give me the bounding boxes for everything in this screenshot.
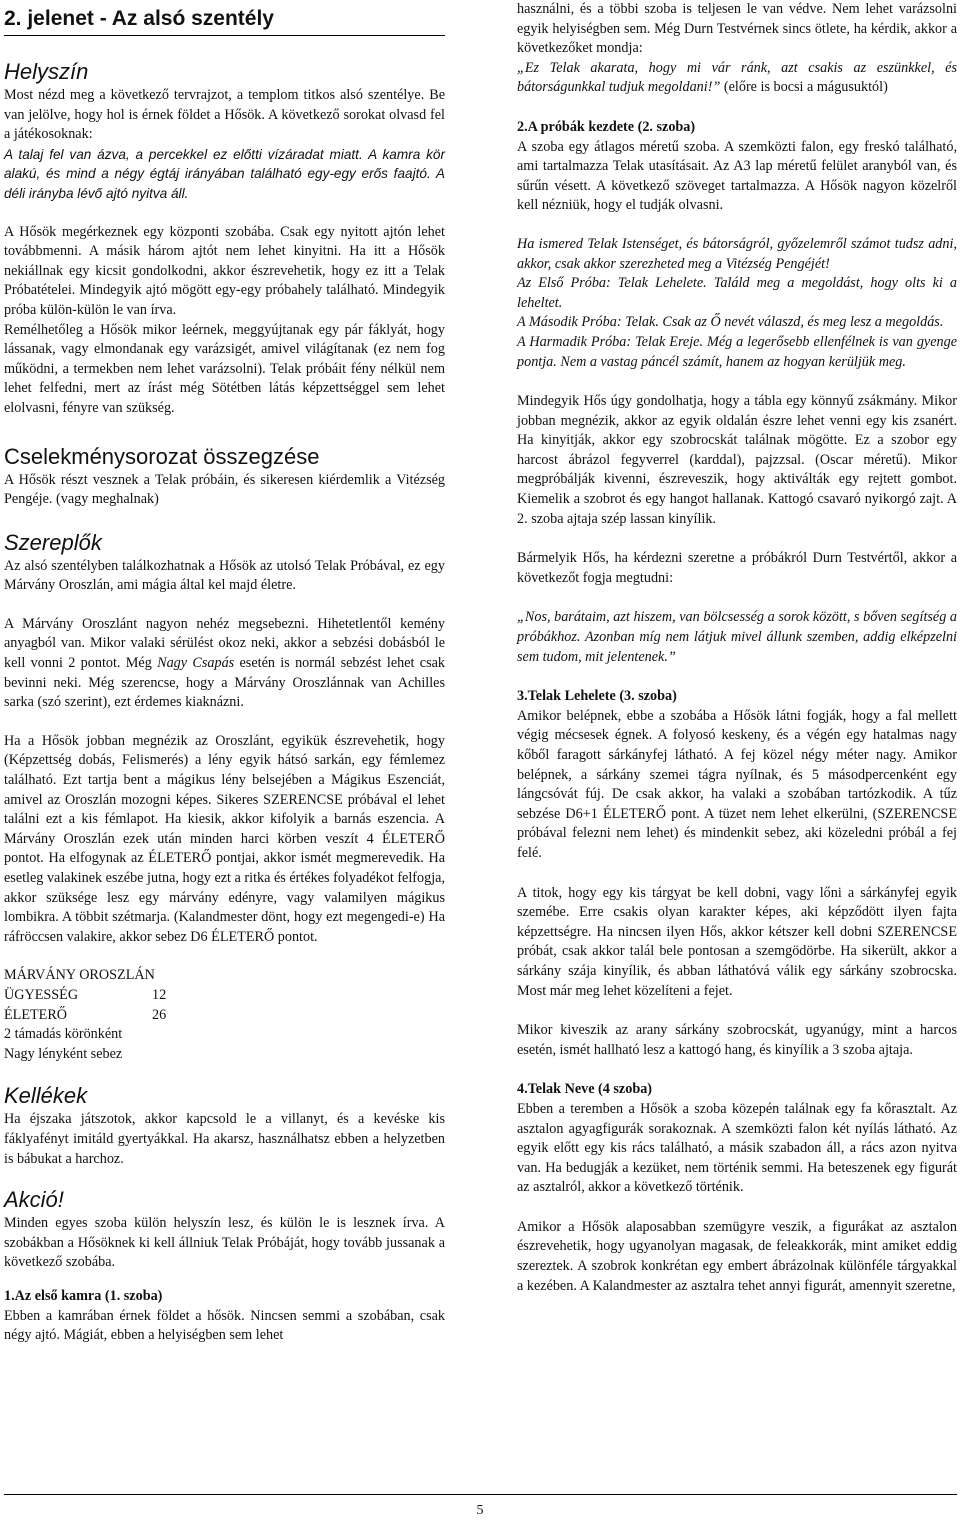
stat-value: 12 [152, 986, 167, 1003]
durn-quote-text: „Ez Telak akarata, hogy mi vár ránk, azt csakis az eszünkkel, és bátorságunkkal tudjuk megoldani!” [517, 59, 957, 96]
stat-name: MÁRVÁNY OROSZLÁN [4, 967, 155, 984]
kellekek-paragraph: Ha éjszaka játszotok, akkor kapcsold le a villanyt, és a kevéske kis fáklyafényt imitáld gyertyákkal. Ha akarsz, használhatsz ebben a helyzetben is bábukat a harchoz. [4, 1111, 445, 1167]
stat-attacks: 2 támadás körönként [4, 1026, 123, 1043]
stat-block [4, 966, 445, 1064]
szereplok-paragraph-2 [4, 615, 445, 713]
szereplok-p2-c: esetén is normál sebzést lehet csak bevinni neki. Még szerencse, hogy a Márvány Oroszlánnak van Achilles sarka (szó szerint), ezt érdemes kiaknázni. [4, 655, 445, 711]
akcio-paragraph: Minden egyes szoba külön helyszín lesz, és külön le is lesznek írva. A szobákban a Hősöknek ki kell állniuk Telak Próbáját, hogy tovább jussanak a következő szobába. [4, 1215, 445, 1271]
stat-label: ÜGYESSÉG [4, 986, 79, 1003]
szereplok-paragraph-1: Az alsó szentélyben találkozhatnak a Hősök az utolsó Telak Próbával, ez egy Márvány Oroszlán, ami mágia által kel majd életre. [4, 557, 445, 594]
right-paragraph-1: használni, és a többi szoba is teljesen le van védve. Nem lehet varázsolni egyik helyiségben sem. Még Durn Testvérnek sincs ötlete, ha kérdik, akkor a következőket mondja: [517, 1, 957, 57]
heading-kellekek: Kellékek [4, 1083, 88, 1109]
fresco-text-1: Ha ismered Telak Istenséget, és bátorságról, győzelemről számot tudsz adni, akkor, csak akkor szerezheted meg a Vitézség Pengéjét! [517, 235, 957, 272]
heading-cselekmeny: Cselekménysorozat összegzése [4, 443, 320, 469]
scene-title: 2. jelenet - Az alsó szentély [4, 6, 445, 36]
room-4-title: 4.Telak Neve (4 szoba) [517, 1081, 653, 1098]
page-number: 5 [476, 1503, 484, 1518]
read-aloud-text: A talaj fel van ázva, a percekkel ez előtti vízáradat miatt. A kamra kör alakú, és mind a négy égtáj irányában található egy-egy erős faajtó. A déli irányba lévő ajtó nyitva áll. [4, 146, 445, 201]
helyszin-paragraph-2: A Hősök megérkeznek egy központi szobába. Csak egy nyitott ajtón lehet továbbmenni. A másik három ajtót nem lehet kinyitni. Ha itt a Hősök nekiállnak egy kicsit gondolkodni, akkor észrevehetik, hogy ez itt a Telak Próbatételei. Mindegyik ajtó mögött egy-egy próbahely található. Mindegyik próba külön-külön le van írva. [4, 223, 445, 318]
room-2-paragraph: A szoba egy átlagos méretű szoba. A szemközti falon, egy freskó található, ami tartalmazza Telak utasításait. Az A3 lap méretű felület aranyból van, és sűrűn vésett. A következő szöveget tartalmazza. A Hősök nagyon közelről kell nézniük, hogy el tudják olvasni. [517, 138, 957, 214]
stat-value: 26 [152, 1006, 167, 1023]
room-1-title: 1.Az első kamra (1. szoba) [4, 1287, 163, 1304]
footer-divider [4, 1494, 957, 1495]
stat-label: ÉLETERŐ [4, 1006, 68, 1023]
right-paragraph-2: Mindegyik Hős úgy gondolhatja, hogy a tábla egy könnyű zsákmány. Mikor jobban megnézik, akkor az egyik oldalán észre lehet venni egy kis zsanért. Ha kinyitják, akkor egy szobrocskát találnak mögötte. Ez a szobor egy harcost ábrázol fegyverrel (karddal), pajzzsal. (Oscar méretű). Mikor megpróbálják kivenni, észreveszik, hogy aktiválták egy rejtett gombot. Kiemelik a szobrot és egy hangot hallanak. Kattogó csavaró nyikorgó zajt. A 2. szoba ajtaja szép lassan kinyílik. [517, 393, 957, 527]
helyszin-paragraph-3: Remélhetőleg a Hősök mikor leérnek, meggyújtanak egy pár fáklyát, hogy lássanak, vagy elmondanak egy varázsigét, amivel világítanak (ez nem fog működni, a termekben nem lehet varázsolni). Telak próbáit fény nélkül nem lehet felfedni, mert az írást még Sötétben látás képzettséggel sem lehet elolvasni, fényre van szükség. [4, 321, 445, 416]
stat-row-eletero [4, 1006, 204, 1026]
fresco-text-3: A Második Próba: Telak. Csak az Ő nevét válaszd, és meg lesz a megoldás. [517, 314, 944, 331]
szereplok-paragraph-3: Ha a Hősök jobban megnézik az Oroszlánt, egyikük észrevehetik, hogy (Képzettség dobás, Felismerés) a lény egyik hátsó sarkán, egy fémlemez található. Ezt tartja bent a mágikus lény belsejében a Mágikus Eszenciát, amivel az Oroszlán mozogni képes. Sikeres SZERENCSE próbával el lehet találni ezt a kis fémlapot. Ha kiesik, akkor kifolyik a barnás eszencia. A Márvány Oroszlán ezek után minden harci körben veszít 4 ÉLETERŐ pontot. Ha elfogynak az ÉLETERŐ pontjai, akkor ismét megmerevedik. Ha esetleg valakinek eszébe jutna, hogy ezt a ritka és értékes folyadékot felfogja, akkor szüksége lesz egy márvány edényre, vagy valamilyen mágikus lombikra. A többit szétmarja. (Kalandmester dönt, hogy ezt megengedi-e) Ha ráfröccsen valakire, akkor sebez D6 ÉLETERŐ pontot. [4, 732, 445, 945]
room-3-paragraph: Amikor belépnek, ebbe a szobába a Hősök látni fogják, hogy a fal mellett végig mécsesek égnek. A folyosó keskeny, és a végén egy hatalmas nagy kőből faragott sárkányfej látható. A fej közel négy méter nagy. Amikor belépnek, a sárkány szemei tágra nyílnak, és 5 másodpercenként egy lángcsóvát fúj. De csak akkor, ha valaki a szobában tartózkodik. A tűz sebzése D6+1 ÉLETERŐ pont. A tüzet nem lehet elkerülni, (SZERENCSE próbával felezni nem lehet) és mindenkit sebez, aki közeledni próbál a fej felé. [517, 707, 957, 861]
stat-row-ugyesseg [4, 986, 204, 1006]
durn-quote-tail: (előre is bocsi a mágusuktól) [720, 79, 888, 96]
heading-szereplok: Szereplők [4, 529, 102, 555]
szereplok-p2-italic: Nagy Csapás [157, 655, 235, 672]
right-paragraph-3: Bármelyik Hős, ha kérdezni szeretne a próbákról Durn Testvértől, akkor a következőt fogja megtudni: [517, 550, 957, 586]
stat-damage: Nagy lényként sebez [4, 1045, 123, 1062]
fresco-text-2: Az Első Próba: Telak Lehelete. Találd meg a megoldást, hogy olts ki a leheltet. [517, 275, 957, 311]
room-4-paragraph: Ebben a teremben a Hősök a szoba közepén találnak egy fa kőrasztalt. Az asztalon agyagfigurák sorakoznak. A szemközti falon két nyílás látható. Az egyik előtt egy kis rács található, a másik szabadon áll, a rács azon nyitva van. Ha bedugják a kezüket, nem történik semmi. Ha beteszenek egy figurát az asztalról, akkor a következő történik. [517, 1100, 957, 1196]
room-2-title: 2.A próbák kezdete (2. szoba) [517, 118, 696, 135]
right-column [517, 0, 957, 1296]
fresco-text-4: A Harmadik Próba: Telak Ereje. Még a legerősebb ellenfélnek is van gyenge pontja. Nem a vastag páncél számít, hanem az hogyan kerüljük meg. [517, 333, 957, 370]
cselekmeny-paragraph: A Hősök részt vesznek a Telak próbáin, és sikeresen kiérdemlik a Vitézség Pengéje. (vagy meghalnak) [4, 471, 445, 508]
right-paragraph-6: Amikor a Hősök alaposabban szemügyre veszik, a figurákat az asztalon észrevehetik, hogy ugyanolyan magasak, de feleakkorák, mint amiket eddig szereztek. A szobrok konkrétan egy embert ábrázolnak különféle tárgyakkal a kezében. A Kalandmester az asztalra tehet annyi figurát, amennyit szeretne, [517, 1218, 957, 1294]
heading-akcio: Akció! [4, 1187, 64, 1213]
durn-quote-2: „Nos, barátaim, azt hiszem, van bölcsesség a sorok között, s bőven segítség a próbákhoz. Azonban míg nem látjuk mivel állunk szemben, addig elképzelni sem tudom, mit jelentenek.” [517, 609, 957, 665]
right-paragraph-4: A titok, hogy egy kis tárgyat be kell dobni, vagy lőni a sárkányfej egyik szemébe. Erre csakis olyan karakter képes, aki képződött ilyen fajta képzettségre. Ha nincsen ilyen Hős, akkor kétszer kell dobni SZERENCSE próbát, csak akkor talál bele pontosan a szemgödörbe. Ha sikerült, akkor a sárkány szája kinyílik, és abban láthatóvá válik egy sárkány szobrocska. Most már meg lehet közelíteni a fejet. [517, 884, 957, 999]
szereplok-p2-a: A Márvány Oroszlánt nagyon nehéz megsebezni. Hihetetlentől kemény anyagból van. Mikor valaki sérülést okoz neki, akkor a sebzési dobásból le kell vonni 2 pontot. Még [4, 615, 445, 672]
room-3-title: 3.Telak Lehelete (3. szoba) [517, 688, 677, 705]
heading-helyszin: Helyszín [4, 59, 89, 84]
left-column [4, 0, 445, 1346]
room-1-paragraph: Ebben a kamrában érnek földet a hősök. Nincsen semmi a szobában, csak négy ajtó. Mágiát, ebben a helyiségben sem lehet [4, 1307, 445, 1344]
durn-quote [517, 59, 957, 98]
right-paragraph-5: Mikor kiveszik az arany sárkány szobrocskát, ugyanúgy, mint a harcos esetén, ismét hallható lesz a kattogó hang, és kinyílik a 3 szoba ajtaja. [517, 1022, 957, 1058]
helyszin-intro: Most nézd meg a következő tervrajzot, a templom titkos alsó szentélye. Be van jelölve, hogy hol is érnek földet a Hősök. A következő sorokat olvasd fel a játékosoknak: [4, 87, 445, 143]
